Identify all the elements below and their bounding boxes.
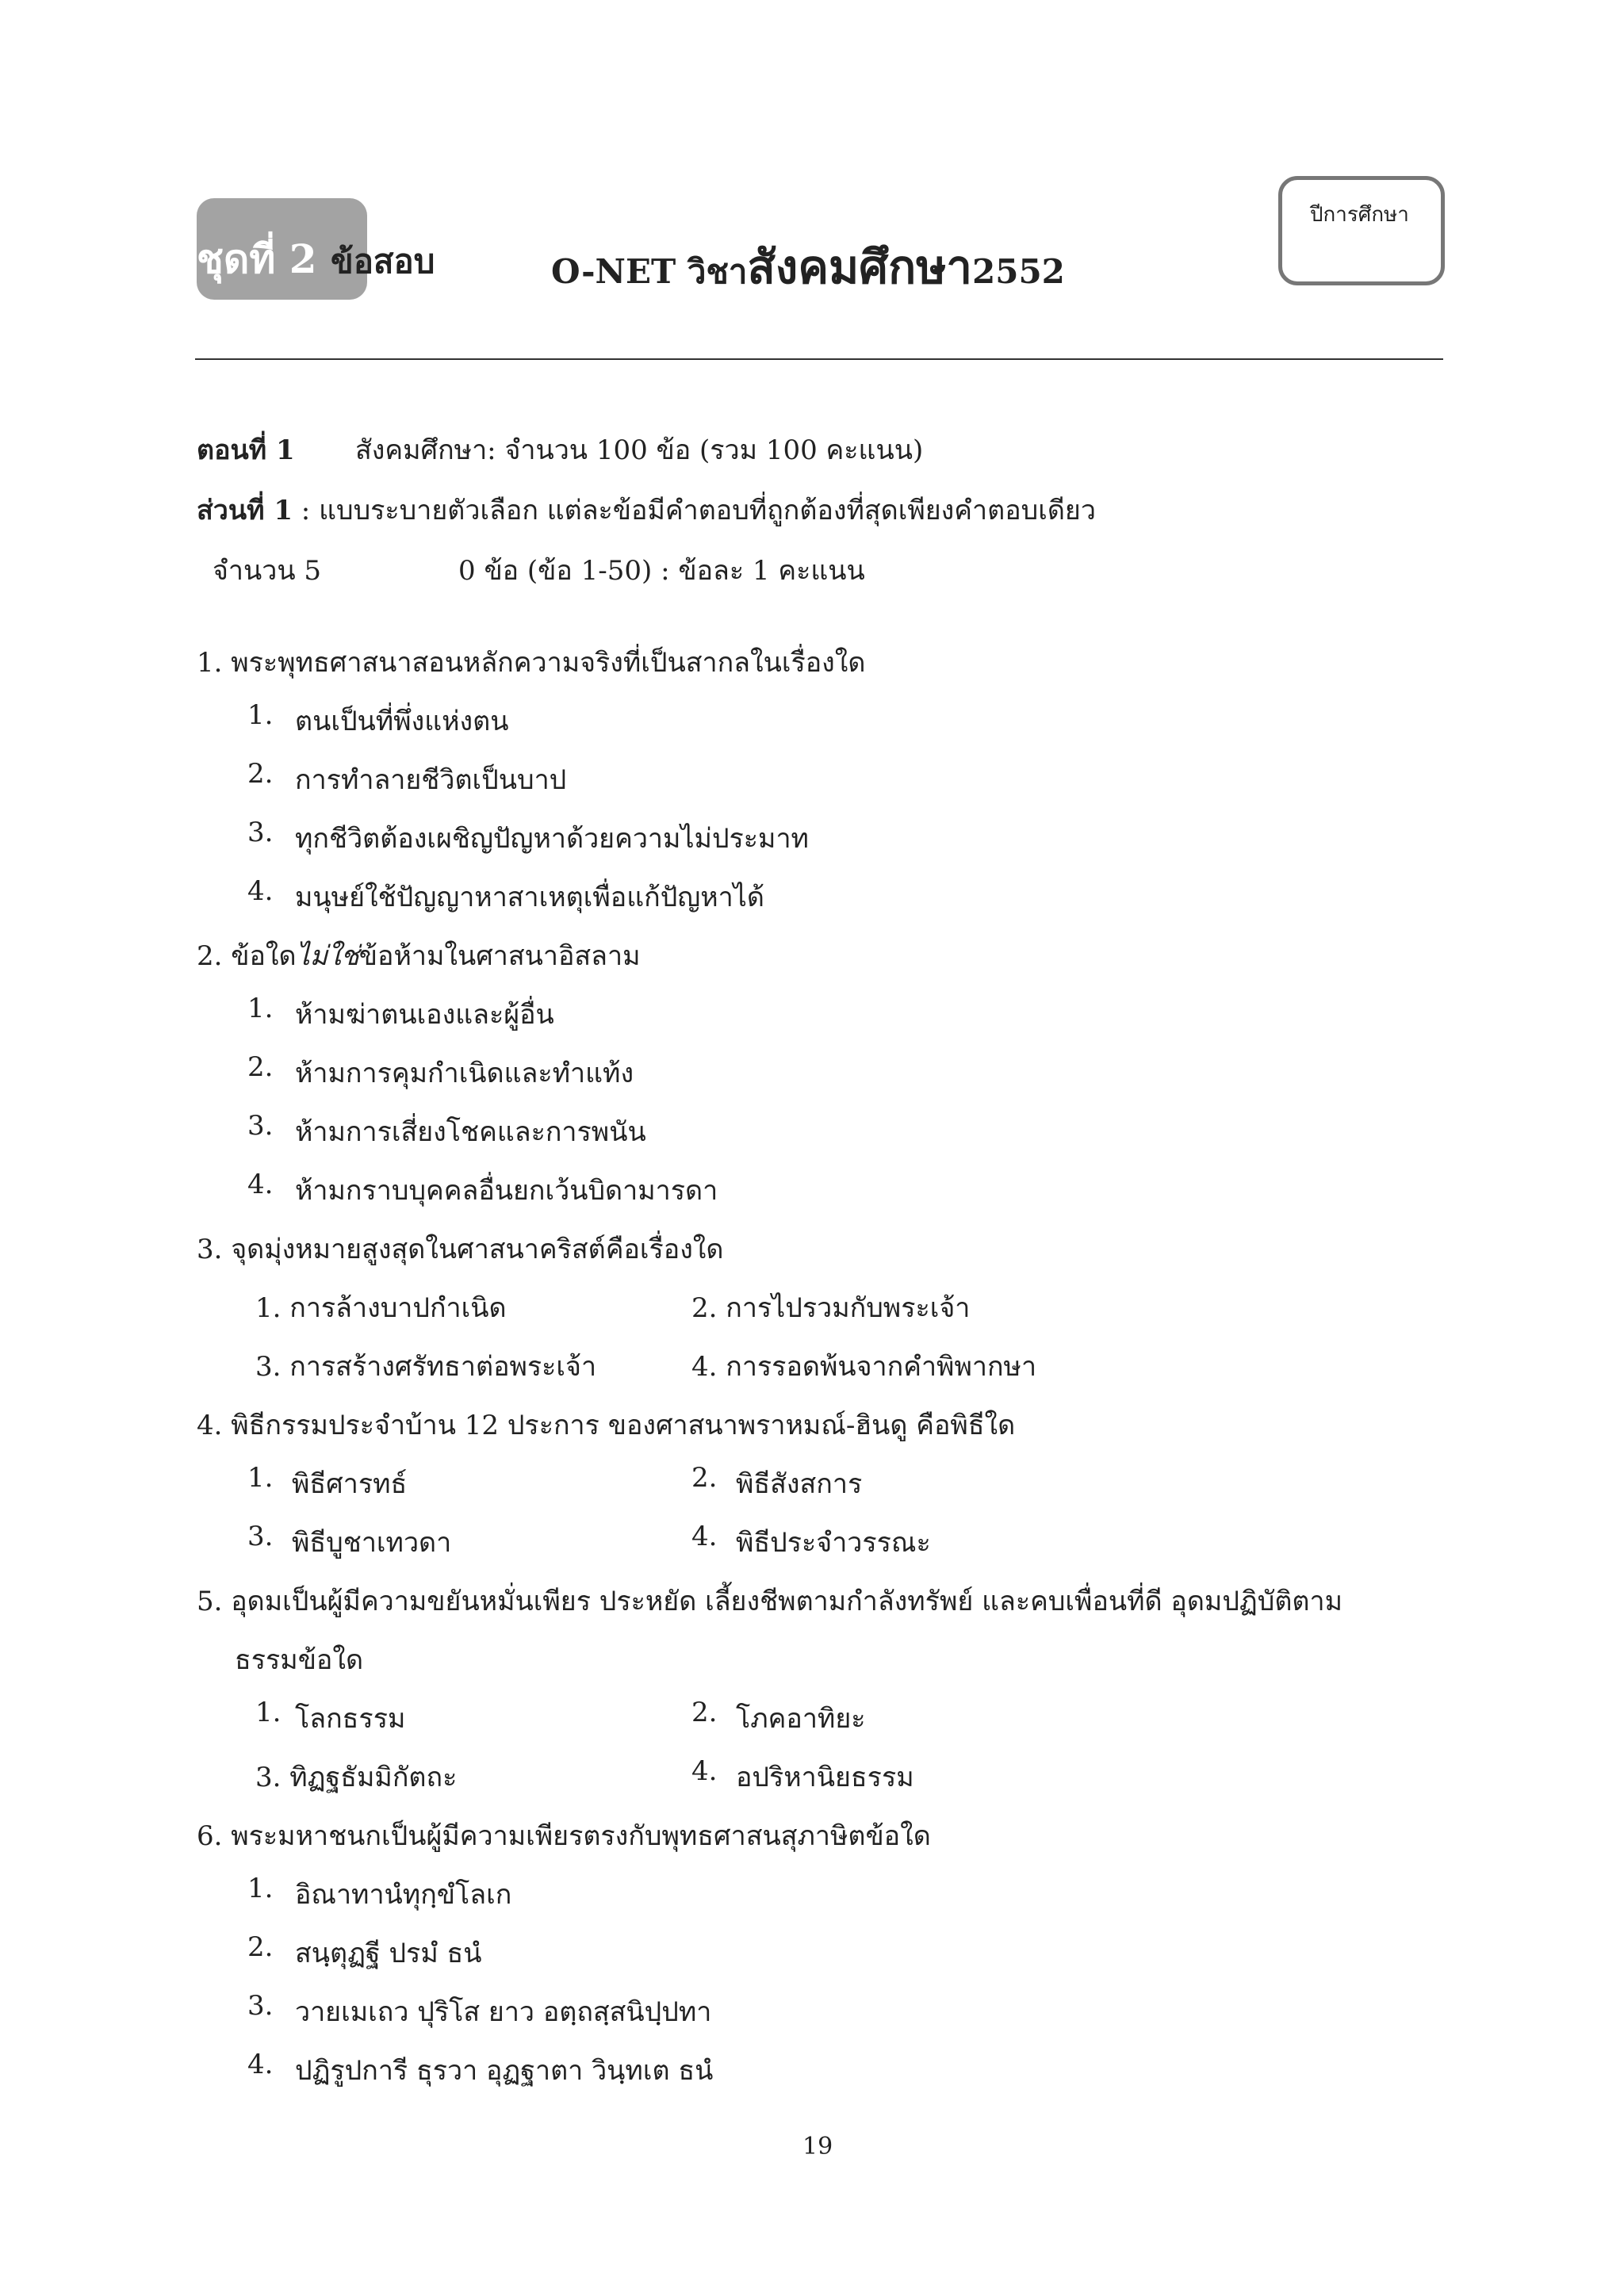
q2-option-2-number: 2. bbox=[247, 1051, 274, 1083]
q3-option-4: 4. การรอดพ้นจากคำพิพากษา bbox=[691, 1351, 1037, 1383]
q1-option-3: ทุกชีวิตต้องเผชิญปัญหาด้วยความไม่ประมาท bbox=[295, 823, 809, 855]
academic-year-box bbox=[1278, 176, 1445, 285]
q2-stem-emphasis: ไม่ใช่ bbox=[296, 940, 359, 972]
q6-option-2: สนฺตุฏฐี ปรมํ ธนํ bbox=[295, 1938, 482, 1969]
title-subject: สังคมศึกษา bbox=[747, 240, 973, 294]
academic-year-label: ปีการศึกษา bbox=[1310, 203, 1409, 227]
q6-option-1: อิณาทานํทุกฺขํโลเก bbox=[295, 1879, 512, 1911]
q3-option-3: 3. การสร้างศรัทธาต่อพระเจ้า bbox=[255, 1351, 597, 1383]
q1-option-2-number: 2. bbox=[247, 758, 274, 790]
question-count-b: 0 ข้อ (ข้อ 1-50) : ข้อละ 1 คะแนน bbox=[458, 555, 865, 587]
q1-option-3-number: 3. bbox=[247, 817, 274, 848]
q1-option-1-number: 1. bbox=[247, 699, 274, 731]
q2-option-4-number: 4. bbox=[247, 1169, 274, 1200]
part-description: สังคมศึกษา: จำนวน 100 ข้อ (รวม 100 คะแนน) bbox=[355, 434, 924, 466]
question-5-stem-continued: ธรรมข้อใด bbox=[235, 1644, 364, 1676]
part-label: ตอนที่ 1 bbox=[197, 434, 295, 466]
q5-option-3: 3. ทิฏฐธัมมิกัตถะ bbox=[255, 1762, 458, 1793]
q2-option-4: ห้ามกราบบุคคลอื่นยกเว้นบิดามารดา bbox=[295, 1175, 718, 1207]
question-3-stem: 3. จุดมุ่งหมายสูงสุดในศาสนาคริสต์คือเรื่องใด bbox=[197, 1234, 724, 1265]
q1-option-2: การทำลายชีวิตเป็นบาป bbox=[295, 764, 567, 796]
question-4-stem: 4. พิธีกรรมประจำบ้าน 12 ประการ ของศาสนาพราหมณ์-ฮินดู คือพิธีใด bbox=[197, 1410, 1016, 1441]
page-title bbox=[551, 230, 1065, 304]
q4-option-1: พิธีศารทธ์ bbox=[292, 1468, 408, 1500]
q4-option-2: พิธีสังสการ bbox=[736, 1468, 863, 1500]
title-prefix: O-NET วิชา bbox=[551, 252, 748, 291]
q5-option-2-number: 2. bbox=[691, 1697, 718, 1728]
q5-option-2: โภคอาทิยะ bbox=[736, 1703, 866, 1735]
question-count-a: จำนวน 5 bbox=[213, 555, 322, 587]
q6-option-3: วายเมเถว ปุริโส ยาว อตฺถสฺสนิปฺปทา bbox=[295, 1996, 712, 2028]
title-year: 2552 bbox=[972, 252, 1065, 291]
q5-option-1: โลกธรรม bbox=[295, 1703, 406, 1735]
section-description: : แบบระบายตัวเลือก แต่ละข้อมีคำตอบที่ถูกต้องที่สุดเพียงคำตอบเดียว bbox=[293, 495, 1096, 526]
q2-option-3-number: 3. bbox=[247, 1110, 274, 1142]
q4-option-2-number: 2. bbox=[691, 1462, 718, 1494]
q6-option-1-number: 1. bbox=[247, 1873, 274, 1904]
q5-option-4: อปริหานิยธรรม bbox=[736, 1762, 914, 1793]
set-number: ชุดที่ 2 bbox=[197, 235, 317, 282]
q2-option-3: ห้ามการเสี่ยงโชคและการพนัน bbox=[295, 1116, 646, 1148]
q3-option-1: 1. การล้างบาปกำเนิด bbox=[255, 1292, 507, 1324]
question-5-stem: 5. อุดมเป็นผู้มีความขยันหมั่นเพียร ประหยัด เลี้ยงชีพตามกำลังทรัพย์ และคบเพื่อนที่ดี อุดมปฏิบัติตาม bbox=[197, 1586, 1342, 1617]
question-2-stem bbox=[197, 934, 641, 977]
q2-option-2: ห้ามการคุมกำเนิดและทำแท้ง bbox=[295, 1058, 634, 1089]
section-label: ส่วนที่ 1 bbox=[197, 495, 293, 526]
q2-option-1: ห้ามฆ่าตนเองและผู้อื่น bbox=[295, 999, 554, 1031]
q6-option-3-number: 3. bbox=[247, 1990, 274, 2022]
q4-option-3: พิธีบูชาเทวดา bbox=[292, 1527, 452, 1559]
q6-option-2-number: 2. bbox=[247, 1931, 274, 1963]
q4-option-4: พิธีประจำวรรณะ bbox=[736, 1527, 931, 1559]
q4-option-1-number: 1. bbox=[247, 1462, 274, 1494]
section-line bbox=[197, 488, 1096, 531]
q2-option-1-number: 1. bbox=[247, 993, 274, 1024]
q5-option-1-number: 1. bbox=[255, 1697, 282, 1728]
q3-option-2: 2. การไปรวมกับพระเจ้า bbox=[691, 1292, 971, 1324]
q5-option-4-number: 4. bbox=[691, 1755, 718, 1787]
question-1-stem: 1. พระพุทธศาสนาสอนหลักความจริงที่เป็นสากลในเรื่องใด bbox=[197, 647, 866, 679]
question-6-stem: 6. พระมหาชนกเป็นผู้มีความเพียรตรงกับพุทธศาสนสุภาษิตข้อใด bbox=[197, 1820, 931, 1852]
q2-stem-end: ข้อห้ามในศาสนาอิสลาม bbox=[358, 940, 641, 972]
q2-stem-start: 2. ข้อใด bbox=[197, 940, 297, 972]
q1-option-4: มนุษย์ใช้ปัญญาหาสาเหตุเพื่อแก้ปัญหาได้ bbox=[295, 882, 764, 913]
q6-option-4: ปฏิรูปการี ธุรวา อุฏฐาตา วินฺทเต ธนํ bbox=[295, 2055, 714, 2087]
set-label bbox=[197, 228, 435, 291]
q1-option-1: ตนเป็นที่พึ่งแห่งตน bbox=[295, 706, 509, 737]
q6-option-4-number: 4. bbox=[247, 2049, 274, 2080]
exam-label: ข้อสอบ bbox=[330, 242, 435, 281]
q4-option-4-number: 4. bbox=[691, 1521, 718, 1552]
page-number: 19 bbox=[802, 2133, 833, 2160]
header-divider bbox=[195, 358, 1443, 360]
q1-option-4-number: 4. bbox=[247, 875, 274, 907]
q4-option-3-number: 3. bbox=[247, 1521, 274, 1552]
